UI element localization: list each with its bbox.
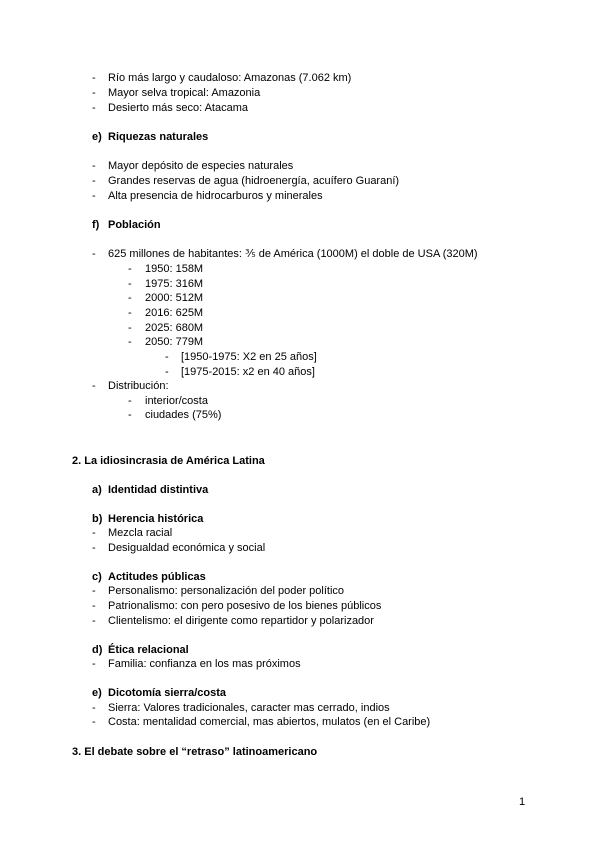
bullet-dash: - — [128, 395, 132, 407]
heading-marker: f) — [92, 219, 100, 231]
heading-text: Ética relacional — [108, 644, 189, 656]
bullet-dash: - — [92, 585, 96, 597]
list-item-text: Río más largo y caudaloso: Amazonas (7.062 km) — [108, 72, 352, 84]
bullet-dash: - — [92, 600, 96, 612]
list-item-text: Sierra: Valores tradicionales, caracter mas cerrado, indios — [108, 702, 390, 714]
list-item-text: Distribución: — [108, 380, 169, 392]
heading-marker: e) — [92, 131, 102, 143]
bullet-dash: - — [92, 716, 96, 728]
list-item-text: 625 millones de habitantes: ⅗ de América (1000M) el doble de USA (320M) — [108, 248, 478, 260]
bullet-dash: - — [128, 336, 132, 348]
heading-marker: e) — [92, 687, 102, 699]
section-heading: 2. La idiosincrasia de América Latina — [72, 455, 265, 467]
list-item-text: 1950: 158M — [145, 263, 204, 275]
list-item-text: Costa: mentalidad comercial, mas abiertos, mulatos (en el Caribe) — [108, 716, 431, 728]
bullet-dash: - — [128, 292, 132, 304]
list-item-text: Familia: confianza en los mas próximos — [108, 658, 301, 670]
heading-text: Riquezas naturales — [108, 131, 209, 143]
heading-marker: a) — [92, 484, 102, 496]
bullet-dash: - — [92, 102, 96, 114]
list-item-text: 2025: 680M — [145, 322, 204, 334]
heading-text: Dicotomía sierra/costa — [108, 687, 226, 699]
page-number: 1 — [519, 796, 526, 808]
bullet-dash: - — [92, 615, 96, 627]
bullet-dash: - — [92, 658, 96, 670]
list-item-text: Desierto más seco: Atacama — [108, 102, 249, 114]
bullet-dash: - — [92, 72, 96, 84]
heading-marker: c) — [92, 571, 102, 583]
list-item-text: 1975: 316M — [145, 278, 204, 290]
bullet-dash: - — [128, 409, 132, 421]
bullet-dash: - — [92, 380, 96, 392]
list-item-text: Mayor selva tropical: Amazonia — [108, 87, 261, 99]
bullet-dash: - — [92, 702, 96, 714]
list-item-text: Grandes reservas de agua (hidroenergía, acuífero Guaraní) — [108, 175, 400, 187]
section-heading: 3. El debate sobre el “retraso” latinoamericano — [72, 746, 318, 758]
bullet-dash: - — [92, 190, 96, 202]
bullet-dash: - — [128, 322, 132, 334]
list-item-text: 2016: 625M — [145, 307, 204, 319]
list-item-text: ciudades (75%) — [145, 409, 222, 421]
list-item-text: Desigualdad económica y social — [108, 542, 266, 554]
list-item-text: Clientelismo: el dirigente como repartidor y polarizador — [108, 615, 374, 627]
bullet-dash: - — [128, 307, 132, 319]
heading-text: Identidad distintiva — [108, 484, 209, 496]
bullet-dash: - — [128, 263, 132, 275]
bullet-dash: - — [165, 366, 169, 378]
heading-marker: d) — [92, 644, 103, 656]
list-item-text: Patrionalismo: con pero posesivo de los bienes públicos — [108, 600, 382, 612]
heading-text: Población — [108, 219, 161, 231]
list-item-text: [1975-2015: x2 en 40 años] — [181, 366, 315, 378]
list-item-text: interior/costa — [145, 395, 208, 407]
list-item-text: 2000: 512M — [145, 292, 204, 304]
bullet-dash: - — [128, 278, 132, 290]
bullet-dash: - — [92, 160, 96, 172]
list-item-text: Alta presencia de hidrocarburos y minerales — [108, 190, 323, 202]
bullet-dash: - — [92, 542, 96, 554]
heading-text: Actitudes públicas — [108, 571, 206, 583]
bullet-dash: - — [92, 527, 96, 539]
heading-text: Herencia histórica — [108, 513, 204, 525]
list-item-text: [1950-1975: X2 en 25 años] — [181, 351, 317, 363]
list-item-text: Mayor depósito de especies naturales — [108, 160, 294, 172]
bullet-dash: - — [92, 175, 96, 187]
bullet-dash: - — [92, 248, 96, 260]
heading-marker: b) — [92, 513, 103, 525]
bullet-dash: - — [165, 351, 169, 363]
list-item-text: Personalismo: personalización del poder político — [108, 585, 345, 597]
list-item-text: 2050: 779M — [145, 336, 204, 348]
bullet-dash: - — [92, 87, 96, 99]
list-item-text: Mezcla racial — [108, 527, 173, 539]
